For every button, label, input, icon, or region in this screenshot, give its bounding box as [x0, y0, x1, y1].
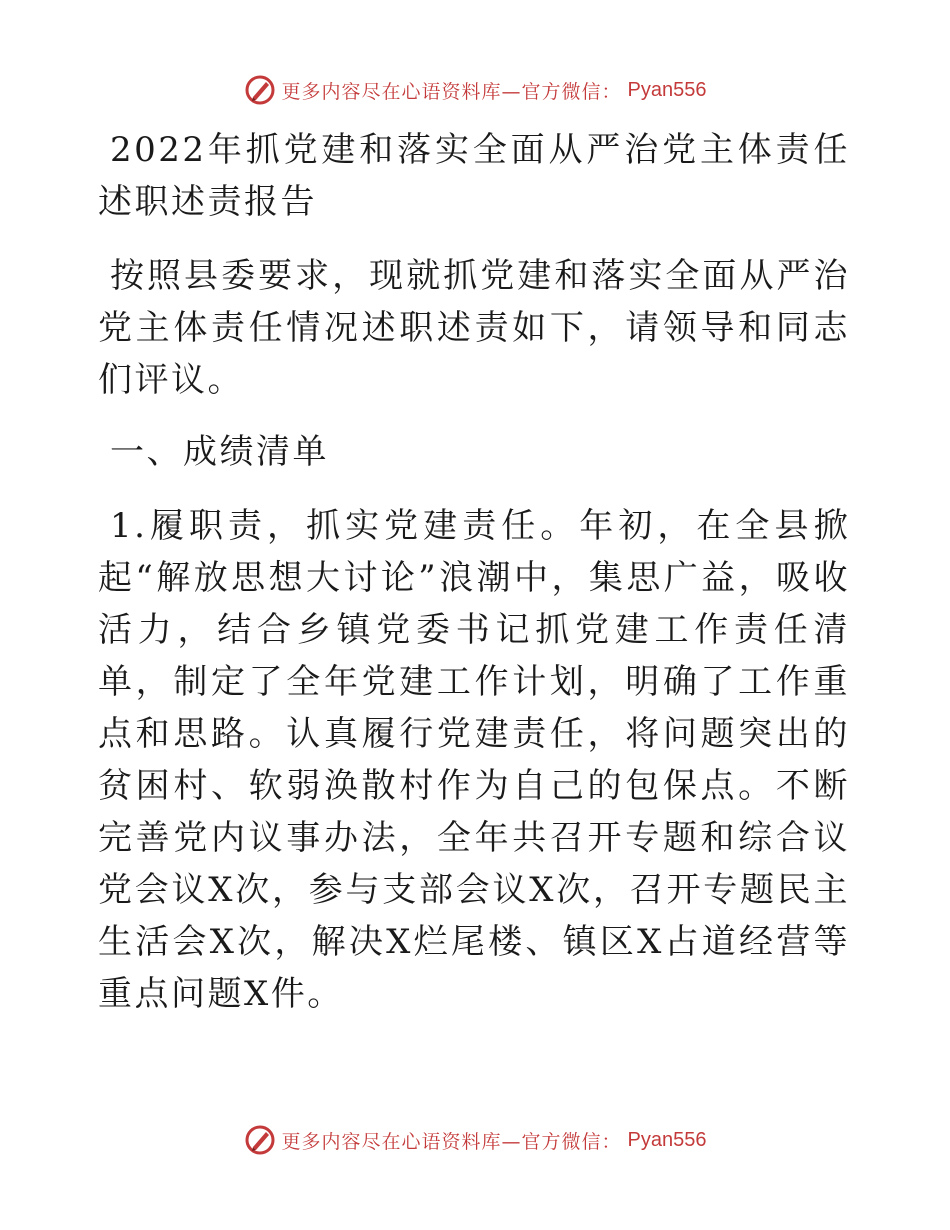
section-heading: 一、成绩清单: [110, 432, 329, 472]
watermark-text: 更多内容尽在心语资料库—官方微信：: [281, 80, 622, 103]
item-paragraph-1: 1.履职责，抓实党建责任。年初，在全县掀起“解放思想大讨论”浪潮中，集思广益，吸收活力，结合乡镇党委书记抓党建工作责任清单，制定了全年党建工作计划，明确了工作重点和思路。认真履行党建责任，将问题突出的贫困村、软弱涣散村作为自己的包保点。不断完善党内议事办法，全年共召开专题和综合议党会议X次，参与支部会议X次，召开专题民主生活会X次，解决X烂尾楼、镇区X占道经营等重点问题X件。: [98, 506, 850, 1014]
document-body: [98, 124, 850, 1020]
pen-logo-icon: [244, 74, 276, 106]
document-title: 2022年抓党建和落实全面从严治党主体责任述职述责报告: [98, 130, 850, 222]
intro-paragraph: 按照县委要求，现就抓党建和落实全面从严治党主体责任情况述职述责如下，请领导和同志们评议。: [98, 256, 850, 400]
watermark-footer: [0, 1120, 950, 1160]
watermark-header: [0, 70, 950, 110]
watermark-wechat-id: Pyan556: [627, 78, 707, 101]
watermark-wechat-id: Pyan556: [627, 1128, 707, 1151]
pen-logo-icon: [244, 1124, 276, 1156]
watermark-text: 更多内容尽在心语资料库—官方微信：: [281, 1130, 622, 1153]
